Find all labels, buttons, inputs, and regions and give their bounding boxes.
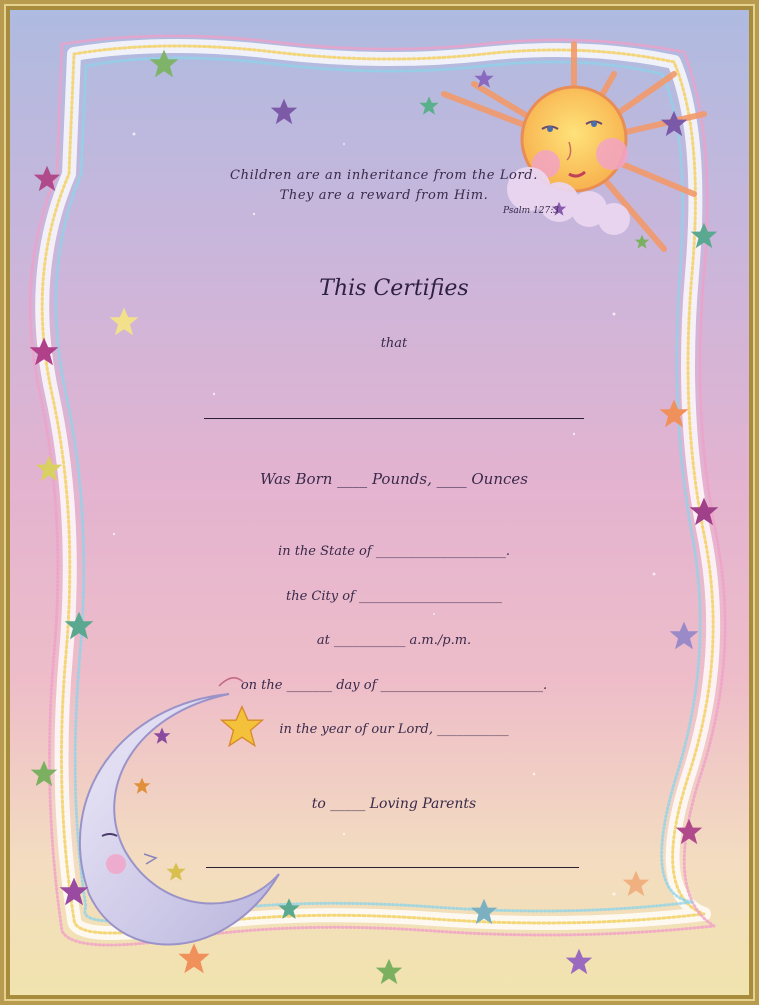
verse-line-1: Children are an inheritance from the Lord.: [230, 168, 538, 183]
that-label: that: [380, 336, 408, 351]
state-line: in the State of ____________________.: [278, 544, 510, 559]
certificate-title: This Certifies: [319, 276, 469, 301]
parents-line: to _____ Loving Parents: [311, 796, 477, 812]
year-line: in the year of our Lord, ___________: [279, 722, 509, 737]
born-weight-line: Was Born ____ Pounds, ____ Ounces: [260, 470, 528, 488]
name-blank-line: [204, 418, 584, 419]
parents-blank-line: [206, 867, 579, 868]
sparkles: [113, 133, 656, 896]
time-line: at ___________ a.m./p.m.: [316, 633, 472, 648]
certificate-paper: [14, 14, 753, 999]
verse-line-2: They are a reward from Him.: [279, 188, 489, 203]
city-line: the City of ______________________: [286, 589, 502, 604]
decorative-border: [14, 14, 753, 999]
verse-reference: Psalm 127:3: [502, 206, 559, 216]
date-line: on the _______ day of _________________________.: [240, 678, 548, 693]
